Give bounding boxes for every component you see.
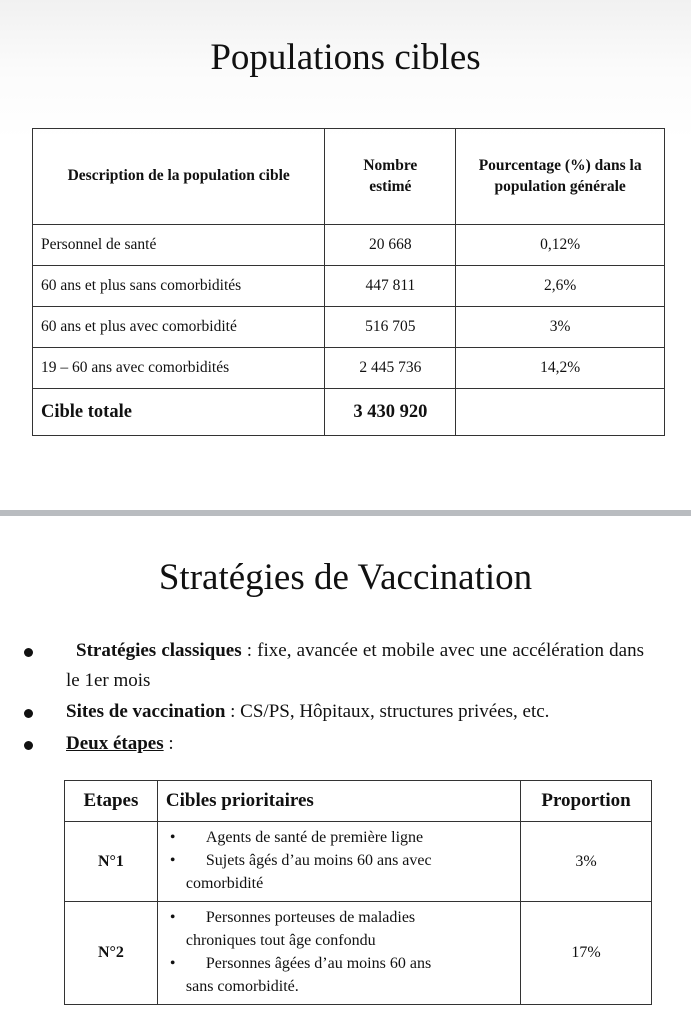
list-item <box>24 697 644 727</box>
row-description: 60 ans et plus sans comorbidités <box>33 266 325 307</box>
table-row <box>65 902 652 1005</box>
row-nombre: 516 705 <box>325 307 456 348</box>
row-description: Personnel de santé <box>33 225 325 266</box>
small-bullet-icon: • <box>169 955 176 972</box>
strategies-list <box>24 636 644 759</box>
step-proportion: 17% <box>521 902 652 1005</box>
small-bullet-icon: • <box>169 852 176 869</box>
list-item: • Agents de santé de première ligne <box>186 826 514 849</box>
total-nombre: 3 430 920 <box>325 389 456 436</box>
row-description: 60 ans et plus avec comorbidité <box>33 307 325 348</box>
header-cibles: Cibles prioritaires <box>157 781 520 822</box>
row-description: 19 – 60 ans avec comorbidités <box>33 348 325 389</box>
page-title-strategies: Stratégies de Vaccination <box>158 557 533 598</box>
total-label: Cible totale <box>33 389 325 436</box>
small-bullet-icon: • <box>169 829 176 846</box>
list-item <box>24 729 644 759</box>
header-pourcentage: Pourcentage (%) dans la population générale <box>456 129 665 225</box>
bullet-dot-icon <box>24 741 33 750</box>
table-header-row <box>33 129 665 225</box>
table-row <box>65 822 652 902</box>
step-number: N°2 <box>65 902 158 1005</box>
row-nombre: 20 668 <box>325 225 456 266</box>
step-cibles <box>157 822 520 902</box>
table-row <box>33 225 665 266</box>
total-pourcentage <box>456 389 665 436</box>
bullet-text: : CS/PS, Hôpitaux, structures privées, etc. <box>225 701 550 722</box>
bullet-dot-icon <box>24 648 33 657</box>
row-pourcentage: 3% <box>456 307 665 348</box>
small-bullet-icon: • <box>169 909 176 926</box>
step-proportion: 3% <box>521 822 652 902</box>
bullet-label: Deux étapes <box>66 733 164 754</box>
page-title-populations: Populations cibles <box>210 37 481 78</box>
table-row <box>33 307 665 348</box>
list-item: • Personnes porteuses de maladies chroniques tout âge confondu <box>186 906 514 952</box>
step-cibles <box>157 902 520 1005</box>
list-item <box>24 636 644 696</box>
step-number: N°1 <box>65 822 158 902</box>
row-pourcentage: 14,2% <box>456 348 665 389</box>
header-etapes: Etapes <box>65 781 158 822</box>
list-item: • Sujets âgés d’au moins 60 ans avec comorbidité <box>186 849 514 895</box>
table-row <box>33 266 665 307</box>
steps-table <box>64 780 652 1005</box>
bullet-dot-icon <box>24 709 33 718</box>
table-total-row <box>33 389 665 436</box>
row-nombre: 2 445 736 <box>325 348 456 389</box>
bullet-text: : fixe, avancée et mobile avec une accélération dans le 1er mois <box>66 640 644 691</box>
populations-table <box>32 128 665 436</box>
bullet-text: : <box>163 733 174 754</box>
header-nombre: Nombre estimé <box>325 129 456 225</box>
list-item: • Personnes âgées d’au moins 60 ans sans comorbidité. <box>186 952 514 998</box>
row-pourcentage: 0,12% <box>456 225 665 266</box>
row-pourcentage: 2,6% <box>456 266 665 307</box>
row-nombre: 447 811 <box>325 266 456 307</box>
header-proportion: Proportion <box>521 781 652 822</box>
bullet-label: Stratégies classiques <box>76 640 242 661</box>
table-row <box>33 348 665 389</box>
table-header-row <box>65 781 652 822</box>
bullet-label: Sites de vaccination <box>66 701 226 722</box>
header-description: Description de la population cible <box>33 129 325 225</box>
